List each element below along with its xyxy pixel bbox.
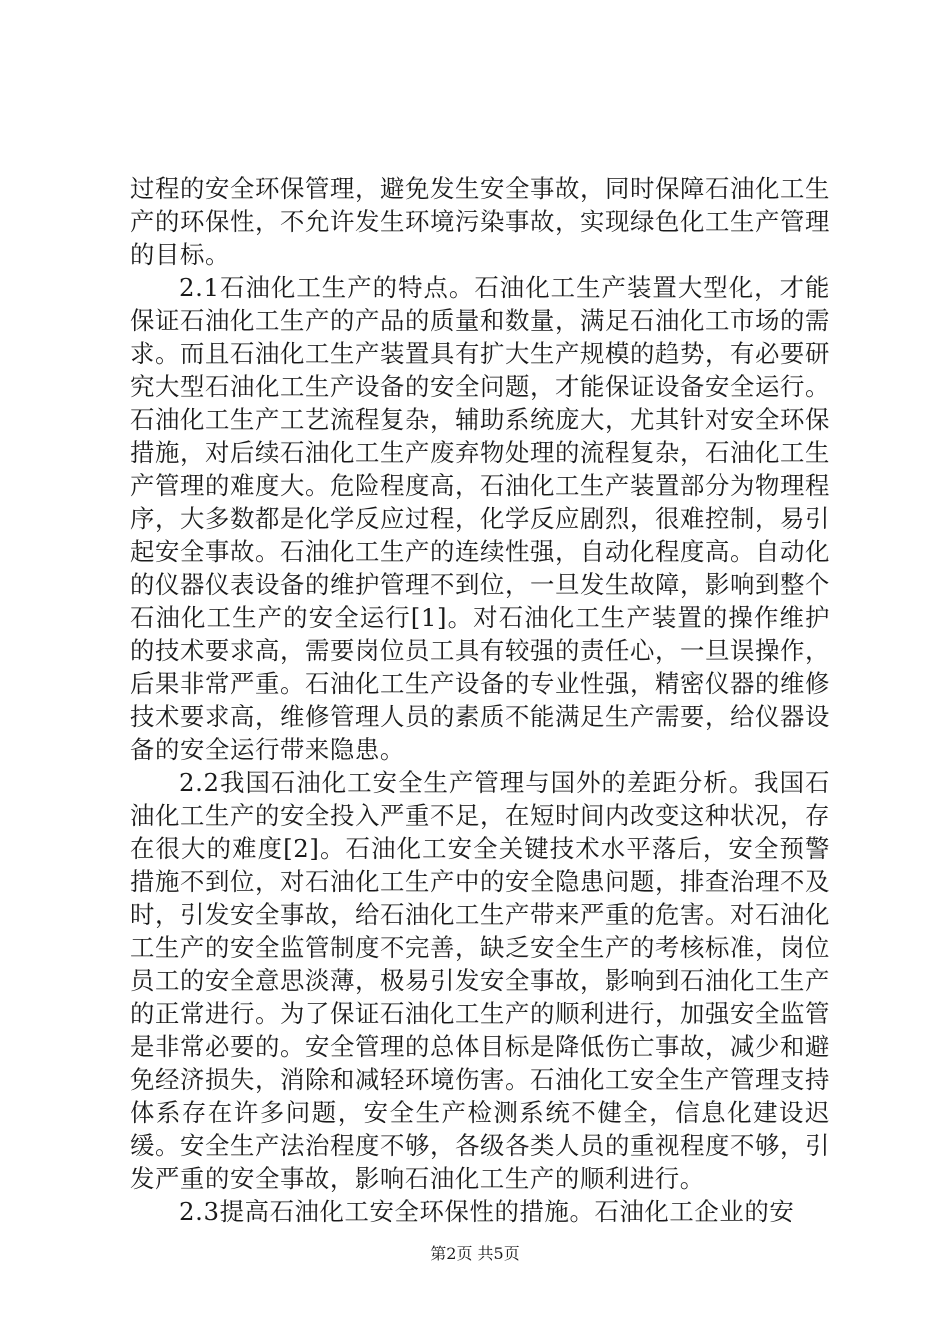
paragraph-section-2-2: 2.2我国石油化工安全生产管理与国外的差距分析。我国石油化工生产的安全投入严重不足，在短时间内改变这种状况，存在很大的难度[2]。石油化工安全关键技术水平落后，安全预警措施不到位，对石油化工生产中的安全隐患问题，排查治理不及时，引发安全事故，给石油化工生产带来严重的危害。对石油化工生产的安全监管制度不完善，缺乏安全生产的考核标准，岗位员工的安全意思淡薄，极易引发安全事故，影响到石油化工生产的正常进行。为了保证石油化工生产的顺利进行，加强安全监管是非常必要的。安全管理的总体目标是降低伤亡事故，减少和避免经济损失，消除和减轻环境伤害。石油化工安全生产管理支持体系存在许多问题，安全生产检测系统不健全，信息化建设迟缓。安全生产法治程度不够，各级各类人员的重视程度不够，引发严重的安全事故，影响石油化工生产的顺利进行。	[130, 768, 830, 1193]
paragraph-section-2-1: 2.1石油化工生产的特点。石油化工生产装置大型化，才能保证石油化工生产的产品的质量和数量，满足石油化工市场的需求。而且石油化工生产装置具有扩大生产规模的趋势，有必要研究大型石油化工生产设备的安全问题，才能保证设备安全运行。石油化工生产工艺流程复杂，辅助系统庞大，尤其针对安全环保措施，对后续石油化工生产废弃物处理的流程复杂，石油化工生产管理的难度大。危险程度高，石油化工生产装置部分为物理程序，大多数都是化学反应过程，化学反应剧烈，很难控制，易引起安全事故。石油化工生产的连续性强，自动化程度高。自动化的仪器仪表设备的维护管理不到位，一旦发生故障，影响到整个石油化工生产的安全运行[1]。对石油化工生产装置的操作维护的技术要求高，需要岗位员工具有较强的责任心，一旦误操作，后果非常严重。石油化工生产设备的专业性强，精密仪器的维修技术要求高，维修管理人员的素质不能满足生产需要，给仪器设备的安全运行带来隐患。	[130, 273, 830, 764]
page-footer: 第2页 共5页	[430, 1244, 520, 1263]
document-body	[130, 172, 830, 1228]
paragraph-continued: 过程的安全环保管理，避免发生安全事故，同时保障石油化工生产的环保性，不允许发生环境污染事故，实现绿色化工生产管理的目标。	[130, 174, 830, 269]
paragraph-section-2-3: 2.3提高石油化工安全环保性的措施。石油化工企业的安	[179, 1197, 795, 1226]
